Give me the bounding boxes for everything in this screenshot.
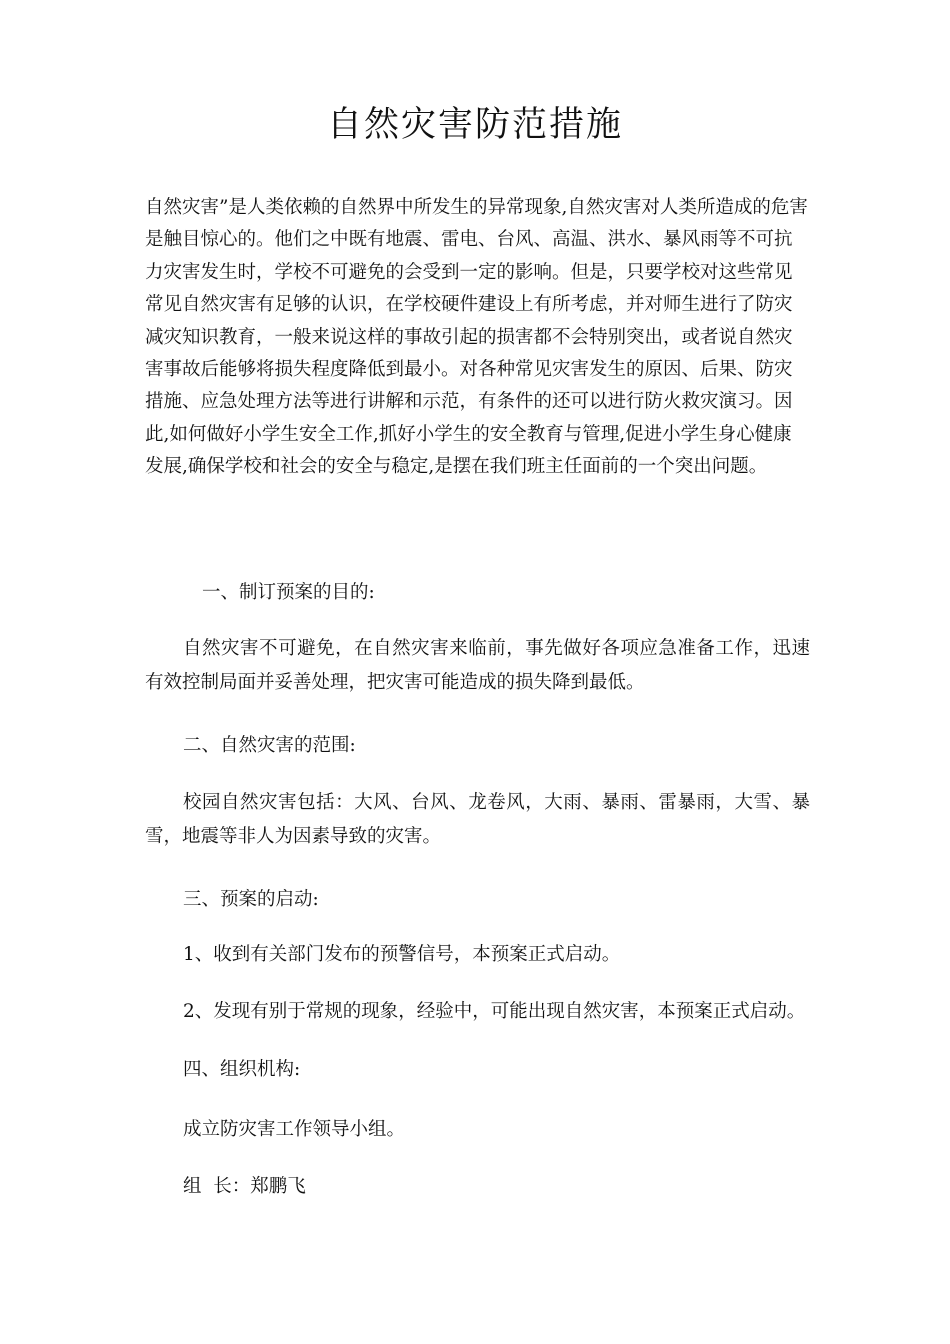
section3-item-1: 1、收到有关部门发布的预警信号，本预案正式启动。	[183, 944, 621, 965]
intro-paragraph	[145, 192, 810, 484]
section1-heading: 一、制订预案的目的:	[202, 582, 375, 603]
intro-text: 自然灾害”是人类依赖的自然界中所发生的异常现象,自然灾害对人类所造成的危害是触目惊心的。他们之中既有地震、雷电、台风、高温、洪水、暴风雨等不可抗力灾害发生时，学校不可避免的会受到一定的影响。但是，只要学校对这些常见常见自然灾害有足够的认识，在学校硬件建设上有所考虑，并对师生进行了防灾减灾知识教育，一般来说这样的事故引起的损害都不会特别突出，或者说自然灾害事故后能够将损失程度降低到最小。对各种常见灾害发生的原因、后果、防灾措施、应急处理方法等进行讲解和示范，有条件的还可以进行防火救灾演习。因此,如何做好小学生安全工作,抓好小学生的安全教育与管理,促进小学生身心健康发展,确保学校和社会的安全与稳定,是摆在我们班主任面前的一个突出问题。	[145, 197, 808, 478]
section3-heading: 三、预案的启动:	[183, 889, 319, 910]
section1-text: 自然灾害不可避免，在自然灾害来临前，事先做好各项应急准备工作，迅速有效控制局面并妥善处理，把灾害可能造成的损失降到最低。	[145, 638, 810, 693]
section2-heading: 二、自然灾害的范围:	[183, 735, 356, 756]
leader-line: 组 长：郑鹏飞	[183, 1176, 306, 1197]
section2-text: 校园自然灾害包括：大风、台风、龙卷风，大雨、暴雨、雷暴雨，大雪、暴雪，地震等非人为因素导致的灾害。	[145, 792, 810, 847]
section3-item-2: 2、发现有别于常规的现象，经验中，可能出现自然灾害，本预案正式启动。	[183, 1001, 806, 1022]
section4-heading: 四、组织机构:	[183, 1059, 301, 1080]
document-title: 自然灾害防范措施	[326, 105, 623, 145]
section4-text: 成立防灾害工作领导小组。	[183, 1119, 406, 1140]
